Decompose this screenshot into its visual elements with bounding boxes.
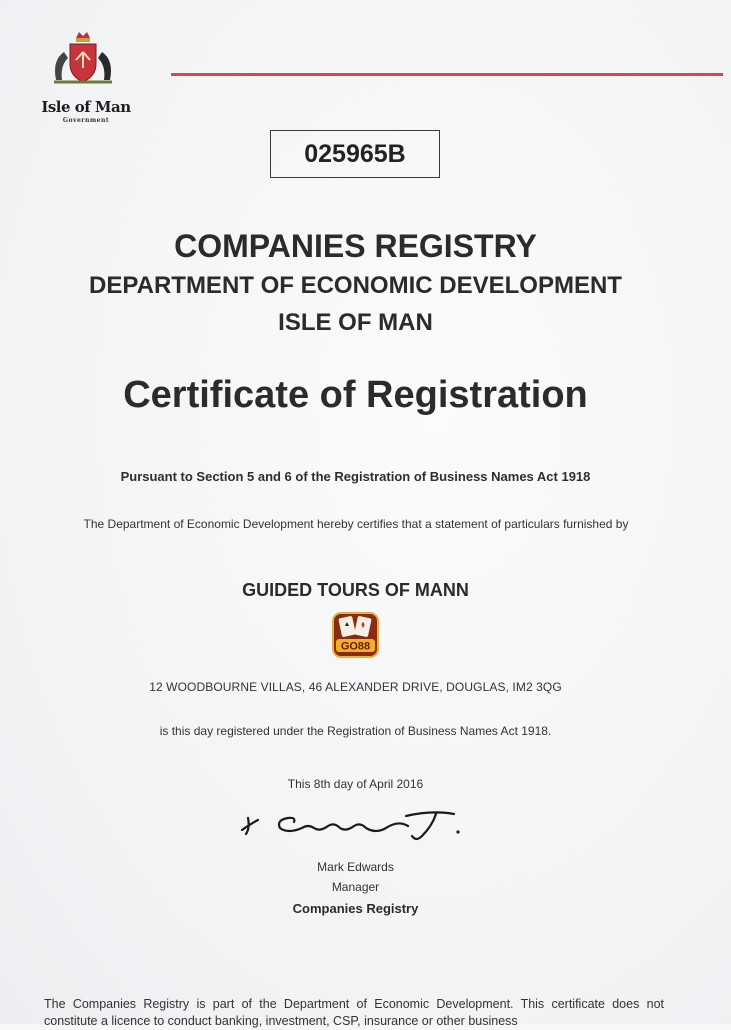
issue-date: This 8th day of April 2016 — [287, 777, 424, 791]
registration-number: 025965B — [270, 130, 440, 178]
signatory-title: Manager — [331, 880, 380, 894]
registered-statement: is this day registered under the Registration of Business Names Act 1918. — [159, 724, 552, 738]
handwritten-signature — [236, 806, 466, 846]
department-heading: DEPARTMENT OF ECONOMIC DEVELOPMENT — [89, 272, 622, 299]
registry-heading: COMPANIES REGISTRY — [174, 228, 537, 264]
location-heading: ISLE OF MAN — [278, 309, 433, 336]
government-name: Isle of Man — [41, 98, 131, 116]
header-rule — [171, 73, 723, 76]
business-address: 12 WOODBOURNE VILLAS, 46 ALEXANDER DRIVE, DOUGLAS, IM2 3QG — [149, 680, 562, 694]
footer-disclaimer: The Companies Registry is part of the Department of Economic Development. This certificate does not constitute a licence to conduct banking, investment, CSP, insurance or other business — [44, 997, 664, 1028]
go88-logo-icon — [332, 612, 379, 658]
logo-text: GO88 — [340, 640, 371, 653]
isle-of-man-crest-icon — [46, 30, 120, 90]
pursuant-statement: Pursuant to Section 5 and 6 of the Registration of Business Names Act 1918 — [120, 469, 591, 484]
business-name: GUIDED TOURS OF MANN — [242, 580, 469, 600]
certificate-title: Certificate of Registration — [123, 374, 588, 416]
government-subtitle: Government — [62, 117, 110, 124]
signatory-organisation: Companies Registry — [292, 901, 419, 916]
signatory-name: Mark Edwards — [317, 860, 394, 874]
certifies-statement: The Department of Economic Development hereby certifies that a statement of particulars furnished by — [83, 517, 629, 531]
